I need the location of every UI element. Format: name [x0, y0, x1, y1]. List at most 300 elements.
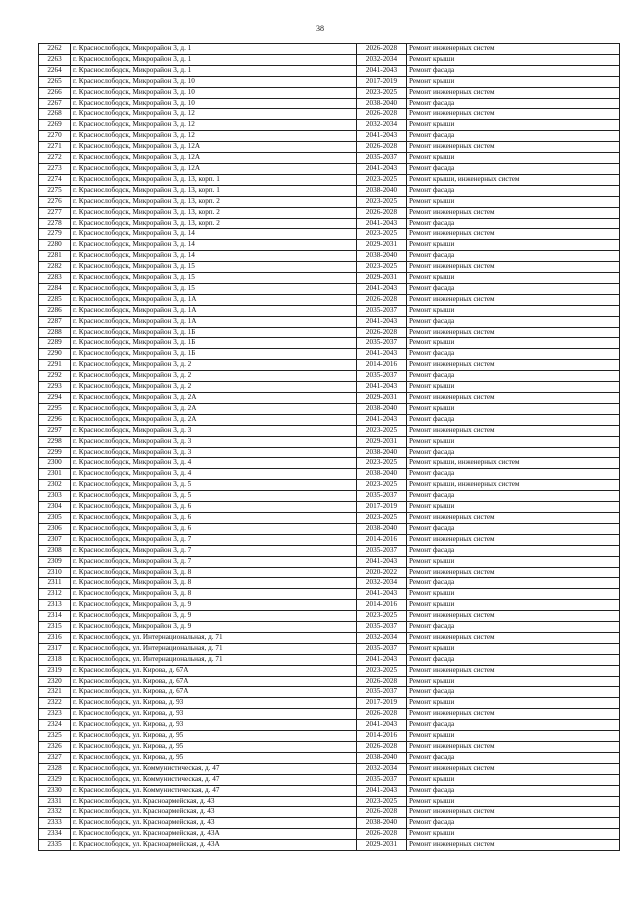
row-number-cell: 2306 — [39, 523, 71, 534]
row-number-cell: 2264 — [39, 65, 71, 76]
row-number-cell: 2303 — [39, 491, 71, 502]
table-row — [39, 98, 620, 109]
address-cell: г. Краснослободск, Микрорайон 3, д. 10 — [71, 76, 357, 87]
row-number-cell: 2304 — [39, 502, 71, 513]
address-cell: г. Краснослободск, Микрорайон 3, д. 8 — [71, 567, 357, 578]
table-row — [39, 752, 620, 763]
period-cell: 2026-2028 — [357, 829, 407, 840]
work-type-cell: Ремонт крыши — [407, 589, 620, 600]
period-cell: 2041-2043 — [357, 382, 407, 393]
work-type-cell: Ремонт фасада — [407, 752, 620, 763]
period-cell: 2038-2040 — [357, 752, 407, 763]
work-type-cell: Ремонт фасада — [407, 98, 620, 109]
table-row — [39, 425, 620, 436]
table-row — [39, 218, 620, 229]
table-row — [39, 185, 620, 196]
period-cell: 2041-2043 — [357, 163, 407, 174]
work-type-cell: Ремонт фасада — [407, 283, 620, 294]
work-type-cell: Ремонт фасада — [407, 578, 620, 589]
table-row — [39, 403, 620, 414]
table-row — [39, 196, 620, 207]
period-cell: 2029-2031 — [357, 840, 407, 851]
address-cell: г. Краснослободск, ул. Красноармейская, д. 43А — [71, 840, 357, 851]
period-cell: 2029-2031 — [357, 273, 407, 284]
period-cell: 2026-2028 — [357, 807, 407, 818]
work-type-cell: Ремонт инженерных систем — [407, 109, 620, 120]
row-number-cell: 2314 — [39, 611, 71, 622]
period-cell: 2041-2043 — [357, 589, 407, 600]
work-type-cell: Ремонт крыши — [407, 556, 620, 567]
row-number-cell: 2280 — [39, 240, 71, 251]
address-cell: г. Краснослободск, ул. Кирова, д. 93 — [71, 720, 357, 731]
row-number-cell: 2329 — [39, 774, 71, 785]
work-type-cell: Ремонт крыши — [407, 600, 620, 611]
address-cell: г. Краснослободск, Микрорайон 3, д. 9 — [71, 600, 357, 611]
work-type-cell: Ремонт инженерных систем — [407, 294, 620, 305]
address-cell: г. Краснослободск, Микрорайон 3, д. 10 — [71, 98, 357, 109]
period-cell: 2035-2037 — [357, 687, 407, 698]
work-type-cell: Ремонт крыши — [407, 120, 620, 131]
row-number-cell: 2328 — [39, 763, 71, 774]
table-row — [39, 687, 620, 698]
table-row — [39, 763, 620, 774]
row-number-cell: 2265 — [39, 76, 71, 87]
row-number-cell: 2276 — [39, 196, 71, 207]
work-type-cell: Ремонт фасада — [407, 251, 620, 262]
period-cell: 2026-2028 — [357, 742, 407, 753]
table-row — [39, 44, 620, 55]
table-row — [39, 87, 620, 98]
row-number-cell: 2271 — [39, 142, 71, 153]
address-cell: г. Краснослободск, ул. Интернациональная, д. 71 — [71, 654, 357, 665]
work-type-cell: Ремонт крыши — [407, 153, 620, 164]
address-cell: г. Краснослободск, Микрорайон 3, д. 13, корп. 1 — [71, 185, 357, 196]
address-cell: г. Краснослободск, Микрорайон 3, д. 7 — [71, 545, 357, 556]
work-type-cell: Ремонт крыши — [407, 829, 620, 840]
row-number-cell: 2284 — [39, 283, 71, 294]
address-cell: г. Краснослободск, Микрорайон 3, д. 5 — [71, 480, 357, 491]
work-type-cell: Ремонт фасада — [407, 185, 620, 196]
table-row — [39, 251, 620, 262]
row-number-cell: 2333 — [39, 818, 71, 829]
row-number-cell: 2331 — [39, 796, 71, 807]
period-cell: 2023-2025 — [357, 480, 407, 491]
table-row — [39, 611, 620, 622]
work-type-cell: Ремонт инженерных систем — [407, 207, 620, 218]
address-cell: г. Краснослободск, ул. Кирова, д. 95 — [71, 752, 357, 763]
row-number-cell: 2335 — [39, 840, 71, 851]
address-cell: г. Краснослободск, ул. Кирова, д. 67А — [71, 676, 357, 687]
work-type-cell: Ремонт фасада — [407, 371, 620, 382]
period-cell: 2035-2037 — [357, 371, 407, 382]
address-cell: г. Краснослободск, ул. Коммунистическая, д. 47 — [71, 774, 357, 785]
period-cell: 2041-2043 — [357, 349, 407, 360]
table-row — [39, 709, 620, 720]
period-cell: 2023-2025 — [357, 611, 407, 622]
work-type-cell: Ремонт инженерных систем — [407, 87, 620, 98]
period-cell: 2023-2025 — [357, 174, 407, 185]
address-cell: г. Краснослободск, ул. Интернациональная, д. 71 — [71, 643, 357, 654]
work-type-cell: Ремонт фасада — [407, 349, 620, 360]
row-number-cell: 2293 — [39, 382, 71, 393]
row-number-cell: 2317 — [39, 643, 71, 654]
period-cell: 2026-2028 — [357, 709, 407, 720]
work-type-cell: Ремонт инженерных систем — [407, 567, 620, 578]
table-row — [39, 262, 620, 273]
row-number-cell: 2300 — [39, 458, 71, 469]
period-cell: 2041-2043 — [357, 316, 407, 327]
work-type-cell: Ремонт инженерных систем — [407, 763, 620, 774]
work-type-cell: Ремонт крыши, инженерных систем — [407, 480, 620, 491]
table-row — [39, 207, 620, 218]
row-number-cell: 2274 — [39, 174, 71, 185]
period-cell: 2014-2016 — [357, 360, 407, 371]
table-row — [39, 480, 620, 491]
address-cell: г. Краснослободск, Микрорайон 3, д. 3 — [71, 447, 357, 458]
address-cell: г. Краснослободск, Микрорайон 3, д. 7 — [71, 534, 357, 545]
address-cell: г. Краснослободск, Микрорайон 3, д. 8 — [71, 578, 357, 589]
address-cell: г. Краснослободск, Микрорайон 3, д. 13, корп. 2 — [71, 218, 357, 229]
address-cell: г. Краснослободск, Микрорайон 3, д. 3 — [71, 425, 357, 436]
row-number-cell: 2281 — [39, 251, 71, 262]
period-cell: 2023-2025 — [357, 425, 407, 436]
address-cell: г. Краснослободск, ул. Красноармейская, д. 43 — [71, 818, 357, 829]
page-number: 38 — [316, 24, 324, 33]
work-type-cell: Ремонт крыши — [407, 731, 620, 742]
work-type-cell: Ремонт фасада — [407, 523, 620, 534]
table-row — [39, 469, 620, 480]
table-row — [39, 229, 620, 240]
table-row — [39, 305, 620, 316]
work-type-cell: Ремонт фасада — [407, 447, 620, 458]
work-type-cell: Ремонт фасада — [407, 720, 620, 731]
row-number-cell: 2302 — [39, 480, 71, 491]
address-cell: г. Краснослободск, Микрорайон 3, д. 13, корп. 2 — [71, 196, 357, 207]
work-type-cell: Ремонт инженерных систем — [407, 709, 620, 720]
table-row — [39, 327, 620, 338]
period-cell: 2038-2040 — [357, 447, 407, 458]
row-number-cell: 2323 — [39, 709, 71, 720]
table-row — [39, 512, 620, 523]
row-number-cell: 2268 — [39, 109, 71, 120]
work-type-cell: Ремонт инженерных систем — [407, 665, 620, 676]
row-number-cell: 2313 — [39, 600, 71, 611]
address-cell: г. Краснослободск, Микрорайон 3, д. 1Б — [71, 338, 357, 349]
period-cell: 2029-2031 — [357, 240, 407, 251]
address-cell: г. Краснослободск, Микрорайон 3, д. 1А — [71, 316, 357, 327]
address-cell: г. Краснослободск, Микрорайон 3, д. 12А — [71, 142, 357, 153]
row-number-cell: 2310 — [39, 567, 71, 578]
address-cell: г. Краснослободск, Микрорайон 3, д. 14 — [71, 229, 357, 240]
row-number-cell: 2283 — [39, 273, 71, 284]
table-row — [39, 840, 620, 851]
period-cell: 2020-2022 — [357, 567, 407, 578]
work-type-cell: Ремонт крыши — [407, 338, 620, 349]
period-cell: 2032-2034 — [357, 632, 407, 643]
row-number-cell: 2272 — [39, 153, 71, 164]
address-cell: г. Краснослободск, Микрорайон 3, д. 1 — [71, 65, 357, 76]
table-row — [39, 447, 620, 458]
row-number-cell: 2269 — [39, 120, 71, 131]
table-row — [39, 273, 620, 284]
address-cell: г. Краснослободск, Микрорайон 3, д. 14 — [71, 240, 357, 251]
table-row — [39, 534, 620, 545]
table-row — [39, 567, 620, 578]
row-number-cell: 2316 — [39, 632, 71, 643]
period-cell: 2041-2043 — [357, 720, 407, 731]
row-number-cell: 2325 — [39, 731, 71, 742]
address-cell: г. Краснослободск, Микрорайон 3, д. 12 — [71, 131, 357, 142]
table-row — [39, 589, 620, 600]
row-number-cell: 2327 — [39, 752, 71, 763]
table-row — [39, 720, 620, 731]
period-cell: 2041-2043 — [357, 283, 407, 294]
period-cell: 2029-2031 — [357, 393, 407, 404]
work-type-cell: Ремонт инженерных систем — [407, 44, 620, 55]
row-number-cell: 2298 — [39, 436, 71, 447]
table-row — [39, 545, 620, 556]
period-cell: 2023-2025 — [357, 665, 407, 676]
table-row — [39, 731, 620, 742]
work-type-cell: Ремонт фасада — [407, 818, 620, 829]
work-type-cell: Ремонт фасада — [407, 218, 620, 229]
table-row — [39, 120, 620, 131]
table-row — [39, 349, 620, 360]
row-number-cell: 2299 — [39, 447, 71, 458]
work-type-cell: Ремонт инженерных систем — [407, 632, 620, 643]
address-cell: г. Краснослободск, Микрорайон 3, д. 12 — [71, 109, 357, 120]
work-type-cell: Ремонт крыши, инженерных систем — [407, 458, 620, 469]
address-cell: г. Краснослободск, Микрорайон 3, д. 15 — [71, 262, 357, 273]
address-cell: г. Краснослободск, Микрорайон 3, д. 6 — [71, 512, 357, 523]
address-cell: г. Краснослободск, Микрорайон 3, д. 1Б — [71, 327, 357, 338]
table-row — [39, 283, 620, 294]
row-number-cell: 2294 — [39, 393, 71, 404]
period-cell: 2014-2016 — [357, 600, 407, 611]
period-cell: 2035-2037 — [357, 622, 407, 633]
work-type-cell: Ремонт инженерных систем — [407, 742, 620, 753]
row-number-cell: 2326 — [39, 742, 71, 753]
address-cell: г. Краснослободск, Микрорайон 3, д. 5 — [71, 491, 357, 502]
row-number-cell: 2319 — [39, 665, 71, 676]
work-type-cell: Ремонт фасада — [407, 687, 620, 698]
period-cell: 2035-2037 — [357, 491, 407, 502]
period-cell: 2038-2040 — [357, 403, 407, 414]
table-row — [39, 54, 620, 65]
table-row — [39, 414, 620, 425]
row-number-cell: 2278 — [39, 218, 71, 229]
row-number-cell: 2286 — [39, 305, 71, 316]
period-cell: 2026-2028 — [357, 109, 407, 120]
table-row — [39, 153, 620, 164]
address-cell: г. Краснослободск, Микрорайон 3, д. 1 — [71, 54, 357, 65]
address-cell: г. Краснослободск, Микрорайон 3, д. 7 — [71, 556, 357, 567]
registry-table — [38, 43, 620, 851]
work-type-cell: Ремонт инженерных систем — [407, 262, 620, 273]
work-type-cell: Ремонт крыши — [407, 698, 620, 709]
address-cell: г. Краснослободск, Микрорайон 3, д. 4 — [71, 469, 357, 480]
row-number-cell: 2320 — [39, 676, 71, 687]
period-cell: 2026-2028 — [357, 327, 407, 338]
period-cell: 2026-2028 — [357, 294, 407, 305]
table-row — [39, 142, 620, 153]
row-number-cell: 2295 — [39, 403, 71, 414]
table-row — [39, 818, 620, 829]
table-row — [39, 502, 620, 513]
table-row — [39, 174, 620, 185]
period-cell: 2038-2040 — [357, 251, 407, 262]
table-row — [39, 65, 620, 76]
row-number-cell: 2291 — [39, 360, 71, 371]
table-row — [39, 556, 620, 567]
work-type-cell: Ремонт фасада — [407, 545, 620, 556]
row-number-cell: 2308 — [39, 545, 71, 556]
table-row — [39, 163, 620, 174]
period-cell: 2035-2037 — [357, 305, 407, 316]
table-row — [39, 807, 620, 818]
row-number-cell: 2275 — [39, 185, 71, 196]
work-type-cell: Ремонт крыши — [407, 436, 620, 447]
address-cell: г. Краснослободск, Микрорайон 3, д. 2 — [71, 360, 357, 371]
address-cell: г. Краснослободск, ул. Красноармейская, д. 43 — [71, 807, 357, 818]
period-cell: 2026-2028 — [357, 44, 407, 55]
period-cell: 2014-2016 — [357, 731, 407, 742]
row-number-cell: 2270 — [39, 131, 71, 142]
period-cell: 2032-2034 — [357, 578, 407, 589]
row-number-cell: 2296 — [39, 414, 71, 425]
address-cell: г. Краснослободск, Микрорайон 3, д. 3 — [71, 436, 357, 447]
period-cell: 2023-2025 — [357, 796, 407, 807]
table-row — [39, 393, 620, 404]
address-cell: г. Краснослободск, ул. Кирова, д. 93 — [71, 698, 357, 709]
period-cell: 2038-2040 — [357, 185, 407, 196]
table-row — [39, 240, 620, 251]
address-cell: г. Краснослободск, ул. Кирова, д. 95 — [71, 742, 357, 753]
work-type-cell: Ремонт крыши, инженерных систем — [407, 174, 620, 185]
work-type-cell: Ремонт инженерных систем — [407, 425, 620, 436]
address-cell: г. Краснослободск, Микрорайон 3, д. 9 — [71, 622, 357, 633]
work-type-cell: Ремонт крыши — [407, 273, 620, 284]
address-cell: г. Краснослободск, Микрорайон 3, д. 6 — [71, 502, 357, 513]
table-row — [39, 316, 620, 327]
work-type-cell: Ремонт фасада — [407, 131, 620, 142]
row-number-cell: 2282 — [39, 262, 71, 273]
row-number-cell: 2307 — [39, 534, 71, 545]
period-cell: 2041-2043 — [357, 556, 407, 567]
row-number-cell: 2318 — [39, 654, 71, 665]
address-cell: г. Краснослободск, ул. Кирова, д. 67А — [71, 665, 357, 676]
table-row — [39, 742, 620, 753]
row-number-cell: 2279 — [39, 229, 71, 240]
period-cell: 2035-2037 — [357, 643, 407, 654]
table-row — [39, 338, 620, 349]
address-cell: г. Краснослободск, Микрорайон 3, д. 9 — [71, 611, 357, 622]
table-row — [39, 774, 620, 785]
row-number-cell: 2330 — [39, 785, 71, 796]
table-row — [39, 665, 620, 676]
period-cell: 2023-2025 — [357, 87, 407, 98]
row-number-cell: 2315 — [39, 622, 71, 633]
table-row — [39, 294, 620, 305]
work-type-cell: Ремонт фасада — [407, 491, 620, 502]
row-number-cell: 2332 — [39, 807, 71, 818]
table-row — [39, 131, 620, 142]
work-type-cell: Ремонт крыши — [407, 796, 620, 807]
work-type-cell: Ремонт крыши — [407, 774, 620, 785]
work-type-cell: Ремонт инженерных систем — [407, 393, 620, 404]
table-row — [39, 676, 620, 687]
work-type-cell: Ремонт инженерных систем — [407, 840, 620, 851]
work-type-cell: Ремонт фасада — [407, 65, 620, 76]
period-cell: 2041-2043 — [357, 65, 407, 76]
row-number-cell: 2292 — [39, 371, 71, 382]
period-cell: 2014-2016 — [357, 534, 407, 545]
period-cell: 2032-2034 — [357, 54, 407, 65]
address-cell: г. Краснослободск, Микрорайон 3, д. 2А — [71, 414, 357, 425]
table-row — [39, 360, 620, 371]
address-cell: г. Краснослободск, Микрорайон 3, д. 2А — [71, 393, 357, 404]
row-number-cell: 2321 — [39, 687, 71, 698]
work-type-cell: Ремонт крыши — [407, 305, 620, 316]
period-cell: 2017-2019 — [357, 698, 407, 709]
period-cell: 2026-2028 — [357, 207, 407, 218]
period-cell: 2023-2025 — [357, 196, 407, 207]
row-number-cell: 2288 — [39, 327, 71, 338]
table-row — [39, 76, 620, 87]
period-cell: 2041-2043 — [357, 654, 407, 665]
address-cell: г. Краснослободск, Микрорайон 3, д. 10 — [71, 87, 357, 98]
address-cell: г. Краснослободск, Микрорайон 3, д. 13, корп. 2 — [71, 207, 357, 218]
address-cell: г. Краснослободск, ул. Кирова, д. 95 — [71, 731, 357, 742]
address-cell: г. Краснослободск, Микрорайон 3, д. 2А — [71, 403, 357, 414]
period-cell: 2038-2040 — [357, 469, 407, 480]
address-cell: г. Краснослободск, Микрорайон 3, д. 2 — [71, 382, 357, 393]
address-cell: г. Краснослободск, Микрорайон 3, д. 14 — [71, 251, 357, 262]
registry-body — [39, 44, 620, 851]
table-row — [39, 600, 620, 611]
period-cell: 2041-2043 — [357, 218, 407, 229]
period-cell: 2026-2028 — [357, 142, 407, 153]
address-cell: г. Краснослободск, ул. Кирова, д. 93 — [71, 709, 357, 720]
period-cell: 2017-2019 — [357, 76, 407, 87]
work-type-cell: Ремонт инженерных систем — [407, 512, 620, 523]
period-cell: 2023-2025 — [357, 262, 407, 273]
table-row — [39, 578, 620, 589]
address-cell: г. Краснослободск, Микрорайон 3, д. 15 — [71, 283, 357, 294]
period-cell: 2029-2031 — [357, 436, 407, 447]
row-number-cell: 2289 — [39, 338, 71, 349]
table-row — [39, 632, 620, 643]
work-type-cell: Ремонт фасада — [407, 163, 620, 174]
work-type-cell: Ремонт крыши — [407, 676, 620, 687]
row-number-cell: 2266 — [39, 87, 71, 98]
address-cell: г. Краснослободск, Микрорайон 3, д. 15 — [71, 273, 357, 284]
work-type-cell: Ремонт инженерных систем — [407, 142, 620, 153]
address-cell: г. Краснослободск, ул. Красноармейская, д. 43А — [71, 829, 357, 840]
row-number-cell: 2263 — [39, 54, 71, 65]
address-cell: г. Краснослободск, Микрорайон 3, д. 1А — [71, 305, 357, 316]
row-number-cell: 2334 — [39, 829, 71, 840]
work-type-cell: Ремонт инженерных систем — [407, 360, 620, 371]
period-cell: 2041-2043 — [357, 785, 407, 796]
period-cell: 2035-2037 — [357, 153, 407, 164]
row-number-cell: 2305 — [39, 512, 71, 523]
address-cell: г. Краснослободск, Микрорайон 3, д. 1А — [71, 294, 357, 305]
table-row — [39, 523, 620, 534]
table-row — [39, 371, 620, 382]
row-number-cell: 2267 — [39, 98, 71, 109]
work-type-cell: Ремонт инженерных систем — [407, 611, 620, 622]
